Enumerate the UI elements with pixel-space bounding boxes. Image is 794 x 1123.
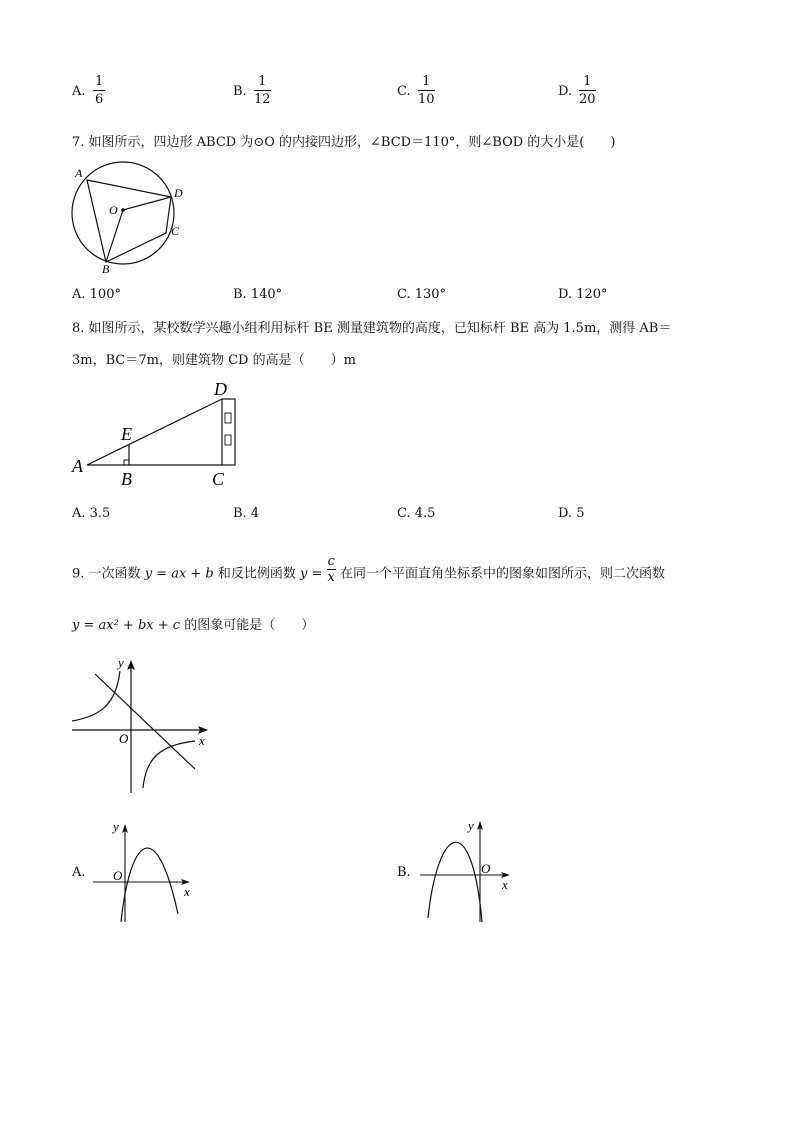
q9-stem-suffix: 在同一个平面直角坐标系中的图象如图所示，则二次函数 — [339, 566, 665, 582]
q6-option-a-label: A. — [72, 84, 86, 99]
q7-option-d[interactable]: D. 120° — [558, 287, 608, 302]
q8-stem-line-1: 8. 如图所示，某校数学兴趣小组利用标杆 BE 测量建筑物的高度，已知标杆 BE 高为 1.5m，测得 AB＝ — [72, 321, 672, 336]
q8-option-b[interactable]: B. 4 — [233, 506, 260, 521]
q6-option-b-label: B. — [233, 84, 247, 99]
q9-main-y-label: y — [118, 655, 124, 670]
q9-stem-line-1 — [72, 554, 665, 586]
q7-label-a: A — [75, 166, 83, 180]
q8-option-d[interactable]: D. 5 — [558, 506, 585, 521]
q9-inverse-denominator: x — [327, 570, 335, 585]
q9-b-y-label: y — [468, 818, 474, 833]
q9-hyperbola-branch-right — [143, 741, 195, 788]
q6-option-b-numerator: 1 — [254, 73, 271, 91]
q8-label-e: E — [121, 424, 132, 444]
q8-sight-line — [87, 399, 222, 465]
q9-a-y-label: y — [113, 819, 119, 834]
q7-center-point — [121, 208, 125, 212]
q9-stem-prefix: 9. 一次函数 — [72, 566, 141, 582]
q9-quadratic-function: y = ax² + bx + c — [72, 618, 181, 633]
q6-option-d-fraction[interactable] — [579, 73, 596, 109]
q8-label-d: D — [214, 379, 227, 399]
q6-option-d-label: D. — [558, 84, 573, 99]
q9-option-b-label[interactable]: B. — [397, 865, 411, 880]
q7-label-c: C — [171, 224, 180, 238]
q9-main-origin-label: O — [119, 731, 129, 746]
q6-option-c-label: C. — [397, 84, 411, 99]
q8-right-angle-mark — [124, 460, 129, 465]
q7-segment-ob — [106, 210, 123, 262]
q8-building-window-2 — [225, 435, 231, 445]
q7-circle-figure — [68, 158, 198, 278]
q7-circle — [72, 162, 174, 264]
q7-option-b[interactable]: B. 140° — [233, 287, 283, 302]
q9-inverse-numerator: c — [327, 554, 335, 569]
q9-option-a-graph[interactable] — [88, 818, 200, 926]
q9-inverse-fraction — [327, 554, 336, 586]
q9-stem-line-2 — [72, 614, 314, 633]
q6-option-a-denominator: 6 — [95, 92, 104, 107]
q9-main-graph — [68, 650, 218, 798]
q7-label-b: B — [102, 262, 110, 276]
q9-stem-tail: 的图象可能是（ ） — [184, 618, 315, 633]
q9-option-a-label[interactable]: A. — [72, 865, 86, 880]
q9-main-x-label: x — [199, 733, 205, 748]
q6-option-c-denominator: 10 — [418, 92, 435, 107]
q6-option-a-numerator: 1 — [95, 74, 104, 89]
q9-stem-mid: 和反比例函数 — [217, 566, 296, 582]
q9-linear-graph — [95, 674, 195, 769]
q8-label-a: A — [72, 456, 83, 476]
q8-option-a[interactable]: A. 3.5 — [72, 506, 111, 521]
q7-segment-od — [123, 197, 171, 210]
q6-option-c-numerator: 1 — [418, 73, 435, 91]
q7-option-a[interactable]: A. 100° — [72, 287, 121, 302]
q6-option-c-fraction[interactable] — [418, 73, 435, 109]
q6-option-d-numerator: 1 — [579, 73, 596, 91]
q6-option-a-fraction[interactable] — [93, 73, 105, 109]
q9-b-parabola — [428, 842, 482, 922]
q7-label-o: O — [109, 203, 118, 217]
q9-hyperbola-branch-left — [72, 671, 120, 721]
q9-a-origin-label: O — [113, 868, 123, 883]
q6-option-b-denominator: 12 — [254, 92, 271, 107]
q8-label-c: C — [212, 469, 225, 489]
q7-stem: 7. 如图所示，四边形 ABCD 为⊙O 的内接四边形，∠BCD＝110°，则∠BOD 的大小是( ) — [72, 135, 616, 150]
q8-stem-line-2: 3m，BC＝7m，则建筑物 CD 的高是（ ）m — [72, 353, 356, 368]
q9-option-b-graph[interactable] — [416, 814, 520, 926]
q9-a-x-label: x — [184, 884, 190, 899]
q9-inverse-lhs: y = — [300, 566, 323, 582]
q7-label-d: D — [174, 186, 183, 200]
q7-option-c[interactable]: C. 130° — [397, 287, 447, 302]
q9-a-parabola — [121, 848, 178, 922]
q8-building-window-1 — [225, 413, 231, 423]
q6-option-b-fraction[interactable] — [254, 73, 271, 109]
q9-b-x-label: x — [502, 877, 508, 892]
q8-building — [222, 399, 235, 465]
q9-b-origin-label: O — [481, 861, 491, 876]
q8-triangle-figure — [68, 378, 258, 490]
q6-option-d-denominator: 20 — [579, 92, 596, 107]
q8-option-c[interactable]: C. 4.5 — [397, 506, 436, 521]
q8-label-b: B — [121, 469, 132, 489]
q9-linear-function: y = ax + b — [144, 566, 214, 582]
